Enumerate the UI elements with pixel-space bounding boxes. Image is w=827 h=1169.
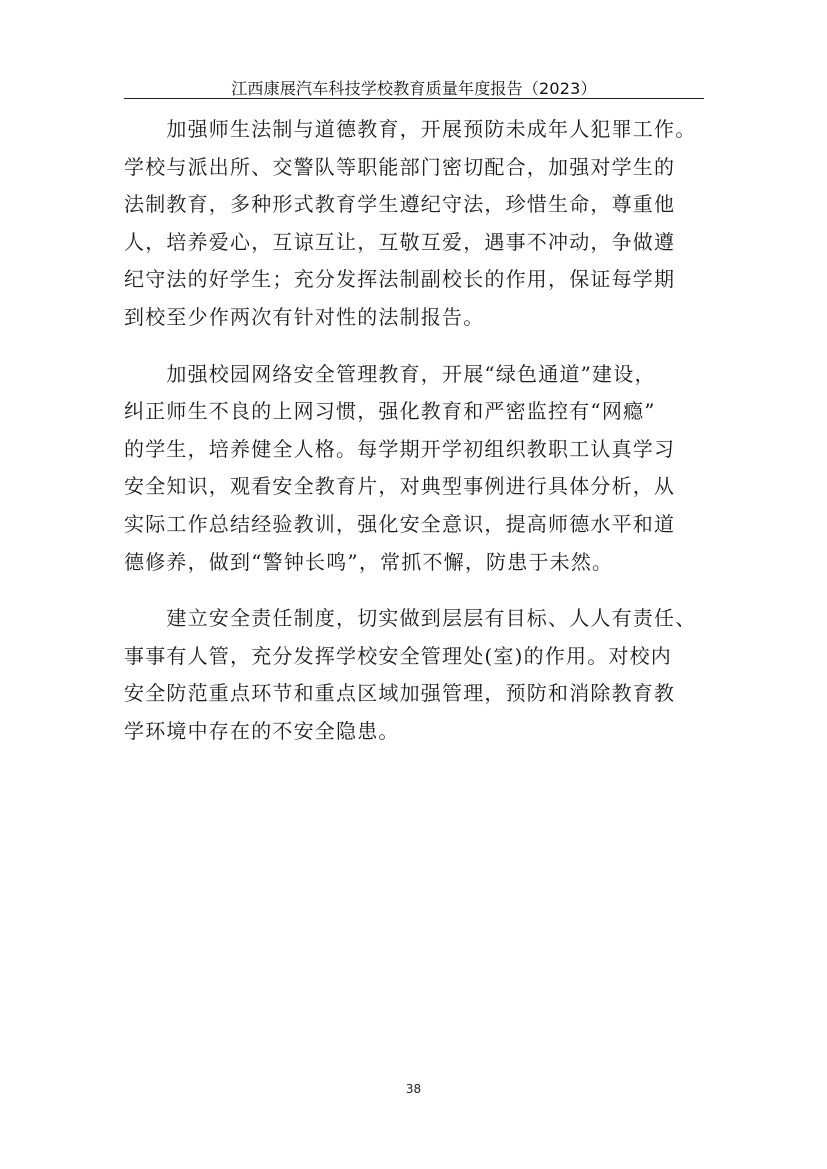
text-line: 人，培养爱心，互谅互让，互敬互爱，遇事不冲动，争做遵 — [124, 229, 676, 254]
text-line: 安全知识，观看安全教育片，对典型事例进行具体分析，从 — [124, 474, 676, 499]
text-line: 纪守法的好学生；充分发挥法制副校长的作用，保证每学期 — [124, 267, 676, 292]
paragraph-legal-education — [124, 111, 710, 337]
text-line: 事事有人管，充分发挥学校安全管理处(室)的作用。对校内 — [124, 643, 673, 668]
text-line: 安全防范重点环节和重点区域加强管理，预防和消除教育教 — [124, 681, 676, 706]
paragraph-network-safety — [124, 356, 710, 582]
header-divider — [124, 98, 704, 99]
page-header-title: 江西康展汽车科技学校教育质量年度报告（2023） — [231, 79, 597, 98]
text-line: 德修养，做到“警钟长鸣”，常抓不懈，防患于未然。 — [124, 549, 614, 574]
text-line: 建立安全责任制度，切实做到层层有目标、人人有责任、 — [124, 606, 697, 631]
text-line: 法制教育，多种形式教育学生遵纪守法，珍惜生命，尊重他 — [124, 192, 676, 217]
text-line: 加强师生法制与道德教育，开展预防未成年人犯罪工作。 — [124, 117, 697, 141]
paragraph-responsibility-system — [124, 600, 710, 750]
text-line: 学环境中存在的不安全隐患。 — [124, 718, 400, 743]
page-number: 38 — [405, 1082, 422, 1096]
document-body — [124, 111, 710, 751]
text-line: 到校至少作两次有针对性的法制报告。 — [124, 304, 485, 329]
text-line: 学校与派出所、交警队等职能部门密切配合，加强对学生的 — [124, 154, 676, 179]
text-line: 加强校园网络安全管理教育，开展“绿色通道”建设， — [124, 361, 656, 386]
text-line: 实际工作总结经验教训，强化安全意识，提高师德水平和道 — [124, 511, 676, 536]
text-line: 的学生，培养健全人格。每学期开学初组织教职工认真学习 — [124, 436, 676, 461]
text-line: 纠正师生不良的上网习惯，强化教育和严密监控有“网瘾” — [124, 399, 656, 424]
